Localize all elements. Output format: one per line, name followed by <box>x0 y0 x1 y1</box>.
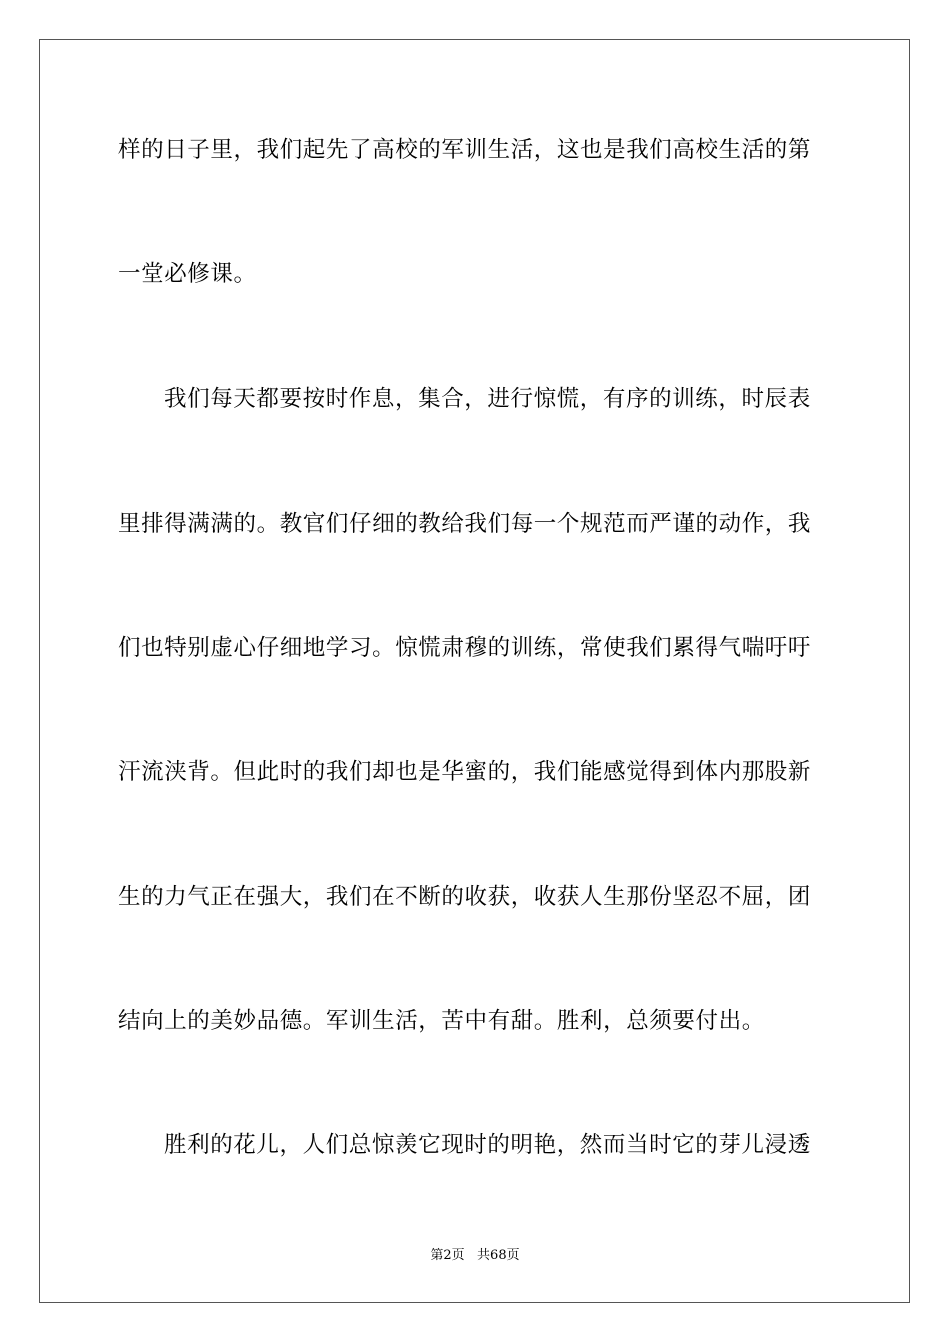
body-line-5: 们也特别虚心仔细地学习。惊慌肃穆的训练，常使我们累得气喘吁吁 <box>118 635 812 661</box>
body-line-2: 一堂必修课。 <box>118 261 257 287</box>
body-line-6: 汗流浃背。但此时的我们却也是华蜜的，我们能感觉得到体内那股新 <box>118 759 812 785</box>
body-line-8: 结向上的美妙品德。军训生活，苦中有甜。胜利，总须要付出。 <box>118 1008 765 1034</box>
body-line-7: 生的力气正在强大，我们在不断的收获，收获人生那份坚忍不屈，团 <box>118 884 812 910</box>
paragraph-line-1: 我们每天都要按时作息，集合，进行惊慌，有序的训练，时辰表 <box>164 386 811 412</box>
body-line-1: 样的日子里，我们起先了高校的军训生活，这也是我们高校生活的第 <box>118 137 812 163</box>
body-line-4: 里排得满满的。教官们仔细的教给我们每一个规范而严谨的动作，我 <box>118 511 812 537</box>
paragraph-line-2: 胜利的花儿，人们总惊羡它现时的明艳，然而当时它的芽儿浸透 <box>164 1132 811 1158</box>
page-border <box>39 39 910 1303</box>
page-number-footer: 第2页 共68页 <box>430 1248 520 1263</box>
